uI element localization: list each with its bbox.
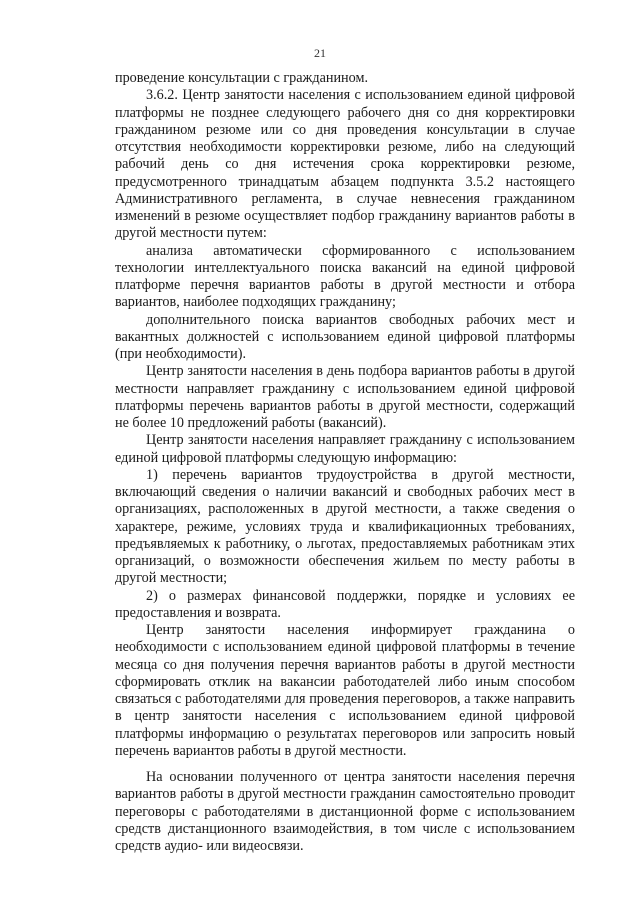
paragraph-continuation: проведение консультации с гражданином.: [115, 70, 368, 86]
list-item-2: 2) о размерах финансовой поддержки, порядке и условиях ее предоставления и возврата.: [115, 587, 575, 621]
paragraph-section-3-6-2: 3.6.2. Центр занятости населения с использованием единой цифровой платформы не позднее следующего рабочего дня со дня корректировки гражданином резюме или со дня проведения консультации в случае отсутствия необходимости корректировки резюме, либо на следующий рабочий день со дня истечения срока корректировки резюме, предусмотренного тринадцатым абзацем подпункта 3.5.2 настоящего Административного регламента, в случае невнесения гражданином изменений в резюме осуществляет подбор гражданину вариантов работы в другой местности путем:: [115, 87, 575, 242]
paragraph-analysis: анализа автоматически сформированного с использованием технологии интеллектуального поиска вакансий на единой цифровой платформе перечня вариантов работы в другой местности и отбора вариантов, наиболее подходящих гражданину;: [115, 242, 575, 311]
page-number: 21: [314, 46, 326, 60]
paragraph-negotiations: На основании полученного от центра занятости населения перечня вариантов работы в другой местности гражданин самостоятельно проводит переговоры с работодателями в дистанционной форме с использованием средств дистанционного взаимодействия, в том числе с использованием средств аудио- или видеосвязи.: [115, 769, 575, 854]
paragraph-additional-search: дополнительного поиска вариантов свободных рабочих мест и вакантных должностей с использованием единой цифровой платформы (при необходимости).: [115, 311, 575, 362]
paragraph-directs-list: Центр занятости населения в день подбора вариантов работы в другой местности направляет гражданину с использованием единой цифровой платформы перечень вариантов работы в другой местности, содержащий не более 10 предложений работы (вакансий).: [115, 363, 575, 431]
document-body: [115, 70, 575, 855]
list-item-1: 1) перечень вариантов трудоустройства в другой местности, включающий сведения о наличии вакансий и свободных рабочих мест в организациях, расположенных в другой местности, а также сведения о характере, режиме, условиях труда и квалификационных требованиях, предъявляемых к работнику, о льготах, предоставляемых работникам этих организаций, о возможности обеспечения жильем по месту работы в другой местности;: [115, 466, 575, 587]
paragraph-informs: Центр занятости населения информирует гражданина о необходимости с использованием единой цифровой платформы в течение месяца со дня получения перечня вариантов работы в другой местности сформировать отклик на вакансии работодателей либо иным способом связаться с работодателями для проведения переговоров, а также направить в центр занятости населения с использованием единой цифровой платформы информацию о результатах переговоров или запросить новый перечень вариантов работы в другой местности.: [115, 622, 575, 759]
paragraph-directs-info: Центр занятости населения направляет гражданину с использованием единой цифровой платформы следующую информацию:: [115, 432, 575, 466]
